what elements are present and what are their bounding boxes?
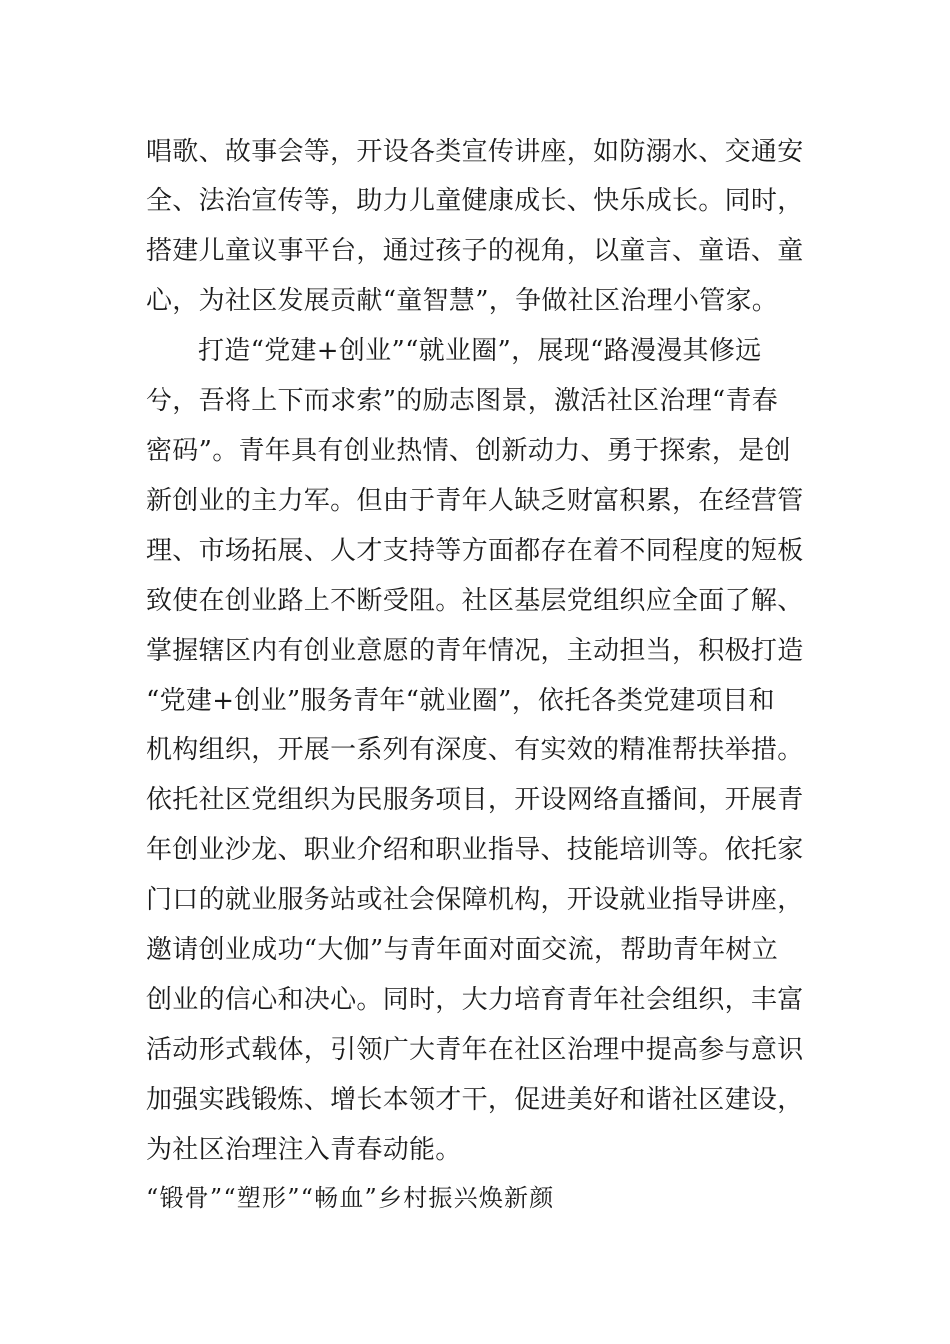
text-line: 创业的信心和决心。同时，大力培育青年社会组织，丰富 xyxy=(146,985,804,1015)
section-heading: “锻骨”“塑形”“畅血”乡村振兴焕新颜 xyxy=(146,1184,555,1212)
text-line: 加强实践锻炼、增长本领才干，促进美好和谐社区建设， xyxy=(146,1085,804,1115)
text-line: 唱歌、故事会等，开设各类宣传讲座，如防溺水、交通安 xyxy=(146,137,804,167)
text-line: 为社区治理注入青春动能。 xyxy=(146,1135,462,1165)
text-line: 机构组织，开展一系列有深度、有实效的精准帮扶举措。 xyxy=(146,735,804,765)
text-line: 打造“党建+创业”“就业圈”，展现“路漫漫其修远 xyxy=(198,336,762,366)
text-line: 年创业沙龙、职业介绍和职业指导、技能培训等。依托家 xyxy=(146,835,804,865)
text-line: 搭建儿童议事平台，通过孩子的视角，以童言、童语、童 xyxy=(146,236,804,266)
text-line: 全、法治宣传等，助力儿童健康成长、快乐成长。同时， xyxy=(146,186,804,216)
text-line: 掌握辖区内有创业意愿的青年情况，主动担当，积极打造 xyxy=(146,636,804,666)
text-line: “党建+创业”服务青年“就业圈”，依托各类党建项目和 xyxy=(146,686,775,716)
text-line: 心，为社区发展贡献“童智慧”，争做社区治理小管家。 xyxy=(146,286,779,316)
text-line: 邀请创业成功“大伽”与青年面对面交流，帮助青年树立 xyxy=(146,935,779,965)
text-line: 门口的就业服务站或社会保障机构，开设就业指导讲座， xyxy=(146,885,804,915)
text-line: 新创业的主力军。但由于青年人缺乏财富积累，在经营管 xyxy=(146,486,804,516)
text-line: 兮，吾将上下而求索”的励志图景，激活社区治理“青春 xyxy=(146,386,779,416)
text-line: 密码”。青年具有创业热情、创新动力、勇于探索，是创 xyxy=(146,436,791,466)
text-line: 依托社区党组织为民服务项目，开设网络直播间，开展青 xyxy=(146,785,804,815)
text-line: 活动形式载体，引领广大青年在社区治理中提高参与意识 xyxy=(146,1035,804,1065)
text-line: 理、市场拓展、人才支持等方面都存在着不同程度的短板 xyxy=(146,536,804,566)
text-line: 致使在创业路上不断受阻。社区基层党组织应全面了解、 xyxy=(146,586,804,616)
